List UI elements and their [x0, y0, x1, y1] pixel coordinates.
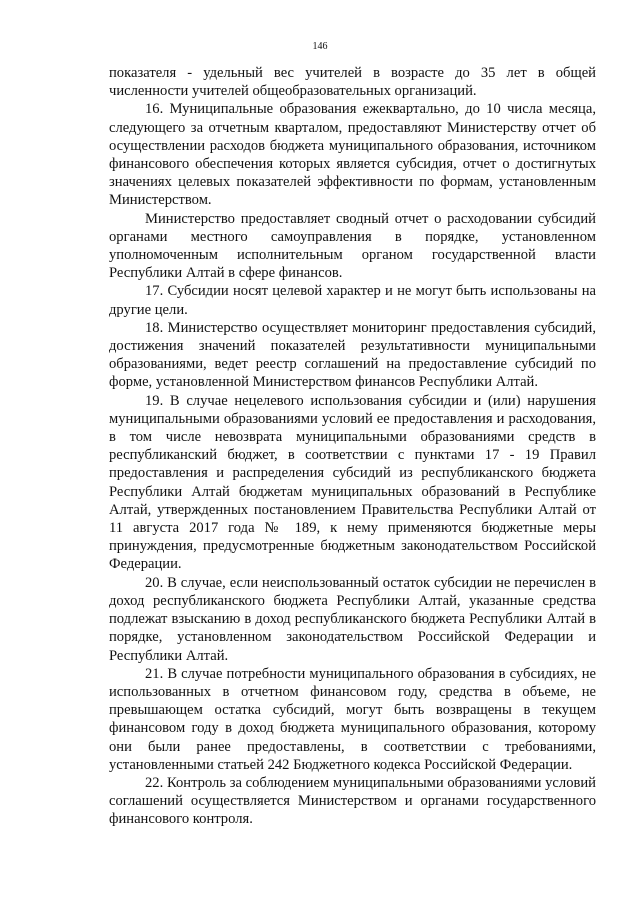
paragraph-ministry-report: Министерство предоставляет сводный отчет о расходовании субсидий органами местного самоуправления в порядке, установленном уполномоченным исполнительным органом государственной власти Республики Алтай в сфере финансов. [109, 210, 596, 282]
paragraph-16: 16. Муниципальные образования ежеквартально, до 10 числа месяца, следующего за отчетным кварталом, предоставляют Министерству отчет об осуществлении расходов бюджета муниципального образования, источником финансового обеспечения которых является субсидия, отчет о достигнутых значениях целевых показателей эффективности по формам, установленным Министерством. [109, 101, 596, 209]
paragraph-22: 22. Контроль за соблюдением муниципальными образованиями условий соглашений осуществляется Министерством и органами государственного финансового контроля. [109, 774, 596, 828]
paragraph-19: 19. В случае нецелевого использования субсидии и (или) нарушения муниципальными образованиями условий ее предоставления и расходования, в том числе невозврата муниципальными образованиями средств в республиканский бюджет, в соответствии с пунктами 17 - 19 Правил предоставления и распределения субсидий из республиканского бюджета Республики Алтай бюджетам муниципальных образований в Республике Алтай, утвержденных постановлением Правительства Республики Алтай от 11 августа 2017 года № 189, к нему применяются бюджетные меры принуждения, предусмотренные бюджетным законодательством Российской Федерации. [109, 392, 596, 573]
paragraph-continuation: показателя - удельный вес учителей в возрасте до 35 лет в общей численности учителей общеобразовательных организаций. [109, 65, 596, 100]
paragraph-17: 17. Субсидии носят целевой характер и не могут быть использованы на другие цели. [109, 283, 596, 318]
document-body [109, 64, 596, 829]
paragraph-18: 18. Министерство осуществляет мониторинг предоставления субсидий, достижения значений показателей результативности муниципальными образованиями, ведет реестр соглашений на предоставление субсидий по форме, установленной Министерством финансов Республики Алтай. [109, 319, 596, 391]
paragraph-20: 20. В случае, если неиспользованный остаток субсидии не перечислен в доход республиканского бюджета Республики Алтай, указанные средства подлежат взысканию в доход республиканского бюджета Республики Алтай в порядке, установленном законодательством Российской Федерации и Республики Алтай. [109, 574, 596, 664]
paragraph-21: 21. В случае потребности муниципального образования в субсидиях, не использованных в отчетном финансовом году, средства в объеме, не превышающем остатка субсидий, могут быть возвращены в текущем финансовом году в доход бюджета муниципального образования, которому они были ранее предоставлены, в соответствии с требованиями, установленными статьей 242 Бюджетного кодекса Российской Федерации. [109, 665, 596, 773]
page-number: 146 [312, 41, 328, 52]
